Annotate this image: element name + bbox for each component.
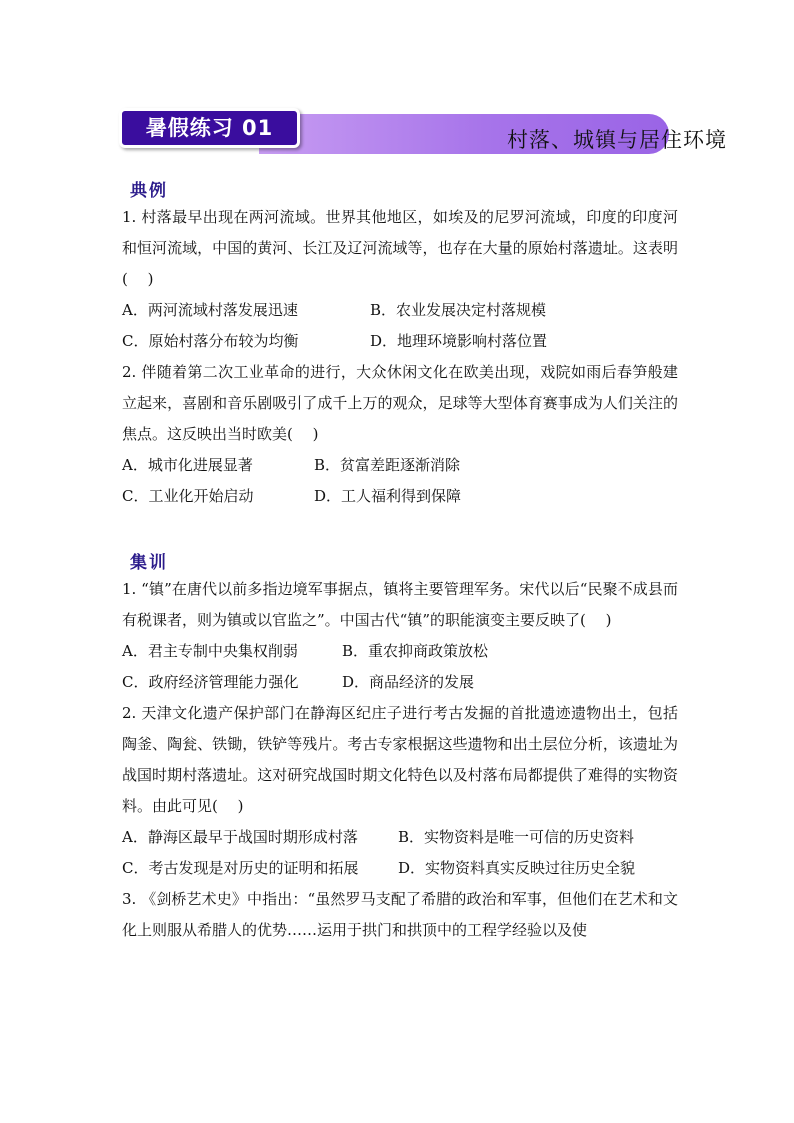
option-c: C．政府经济管理能力强化	[122, 673, 299, 691]
question-stem: 3. 《剑桥艺术史》中指出：“虽然罗马支配了希腊的政治和军事，但他们在艺术和文化上则服从希腊人的优势……运用于拱门和拱顶中的工程学经验以及使	[122, 890, 678, 939]
option-c: C．考古发现是对历史的证明和拓展	[122, 859, 359, 877]
options-list	[122, 636, 678, 698]
option-c: C．原始村落分布较为均衡	[122, 332, 299, 350]
option-a: A．两河流域村落发展迅速	[122, 301, 298, 319]
section-heading-examples: 典例	[130, 181, 168, 201]
option-a: A．城市化进展显著	[122, 456, 253, 474]
drills-block	[122, 574, 678, 946]
option-d: D．实物资料真实反映过往历史全貌	[398, 859, 636, 877]
option-b: B．贫富差距逐渐消除	[314, 456, 461, 474]
lesson-header	[119, 108, 727, 154]
section-heading-drills: 集训	[130, 553, 168, 573]
option-c: C．工业化开始启动	[122, 487, 254, 505]
option-a: A．静海区最早于战国时期形成村落	[122, 828, 358, 846]
question-stem: 2. 天津文化遗产保护部门在静海区纪庄子进行考古发掘的首批遗迹遗物出土，包括陶釜、陶瓮、铁锄，铁铲等残片。考古专家根据这些遗物和出土层位分析，该遗址为战国时期村落遗址。这对研究战国时期文化特色以及村落布局都提供了难得的实物资料。由此可见( )	[122, 704, 678, 815]
lesson-badge: 暑假练习 01	[119, 108, 300, 148]
option-a: A．君主专制中央集权削弱	[122, 642, 298, 660]
option-d: D．工人福利得到保障	[314, 487, 462, 505]
options-list	[122, 822, 678, 884]
question-stem: 1. 村落最早出现在两河流域。世界其他地区，如埃及的尼罗河流域，印度的印度河和恒河流域，中国的黄河、长江及辽河流域等，也存在大量的原始村落遗址。这表明( )	[122, 208, 678, 288]
options-list	[122, 295, 678, 357]
option-b: B．重农抑商政策放松	[342, 642, 489, 660]
examples-block	[122, 202, 678, 512]
lesson-title: 村落、城镇与居住环境	[507, 128, 727, 152]
options-list	[122, 450, 678, 512]
question-stem: 1. “镇”在唐代以前多指边境军事据点，镇将主要管理军务。宋代以后“民聚不成县而有税课者，则为镇或以官监之”。中国古代“镇”的职能演变主要反映了( )	[122, 580, 678, 629]
question-stem: 2. 伴随着第二次工业革命的进行，大众休闲文化在欧美出现，戏院如雨后春笋般建立起来，喜剧和音乐剧吸引了成千上万的观众，足球等大型体育赛事成为人们关注的焦点。这反映出当时欧美( )	[122, 363, 678, 443]
option-b: B．农业发展决定村落规模	[370, 301, 547, 319]
option-b: B．实物资料是唯一可信的历史资料	[398, 828, 635, 846]
header-title-bar	[259, 114, 727, 154]
option-d: D．地理环境影响村落位置	[370, 332, 548, 350]
option-d: D．商品经济的发展	[342, 673, 475, 691]
